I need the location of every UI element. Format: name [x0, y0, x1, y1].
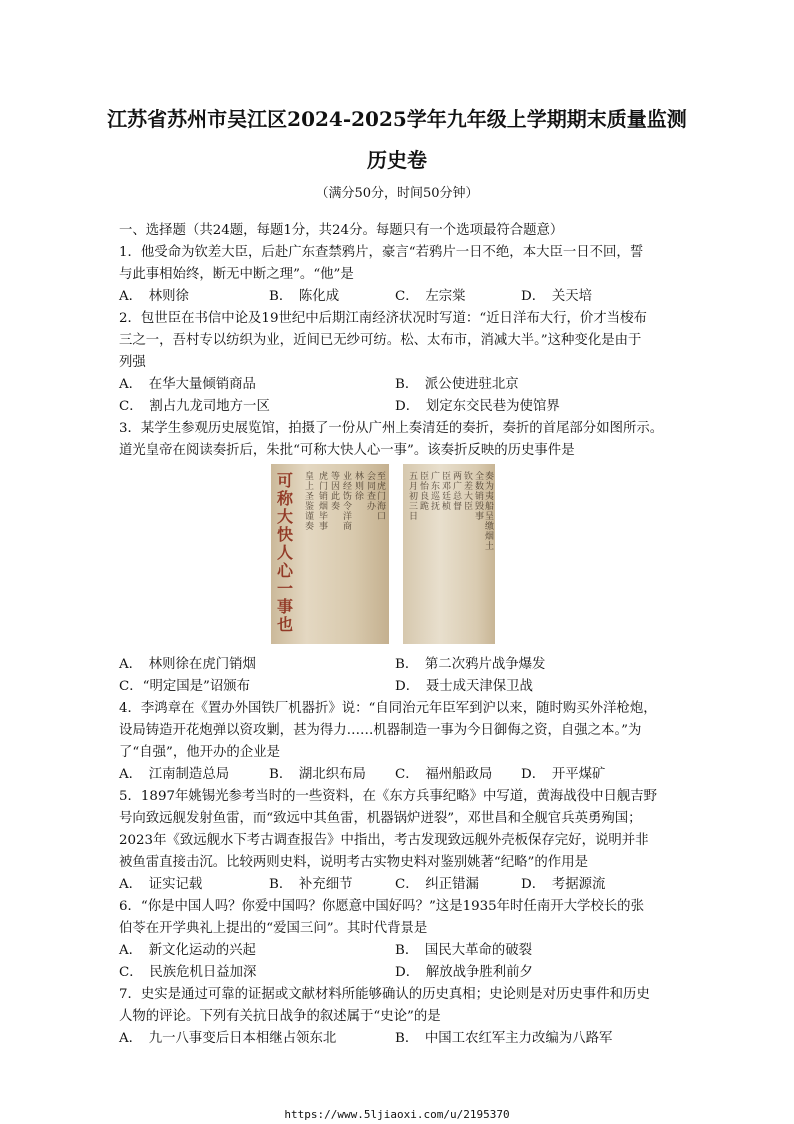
q5-option-c[interactable]: C． 纠正错漏	[395, 877, 479, 892]
memorial-end-page: 可称大快人心一事也 皇上圣鉴谨奏 虎门销烟毕事 等因此奏 业经饬令洋商 林则徐 会同查办 至虎门海口	[271, 464, 389, 644]
exam-title: 江苏省苏州市吴江区2024-2025学年九年级上学期期末质量监测	[107, 107, 687, 131]
q1-options	[119, 286, 679, 308]
q7-option-b[interactable]: B． 中国工农红军主力改编为八路军	[395, 1031, 613, 1046]
q3-option-c[interactable]: C．“明定国是”诏颁布	[119, 679, 251, 694]
q3-option-a[interactable]: A． 林则徐在虎门销烟	[119, 657, 256, 672]
memorial-first-page: 五月初三日 臣怡良跪 广东巡抚 臣邓廷桢 两广总督 钦差大臣 全数销毁事 奏为夷船呈缴烟土	[403, 464, 495, 644]
q2-options-row2	[119, 396, 679, 418]
footer-url[interactable]: https://www.5ljiaoxi.com/u/2195370	[284, 1108, 510, 1121]
q6-options-row1	[119, 940, 679, 962]
q5-stem-line: 被鱼雷直接击沉。比较两则史料，说明考古实物史料对鉴别姚著“纪略”的作用是	[119, 855, 588, 870]
q3-options-row2	[119, 676, 679, 698]
q3-option-b[interactable]: B． 第二次鸦片战争爆发	[395, 657, 546, 672]
q5-option-d[interactable]: D． 考据源流	[521, 877, 606, 892]
q1-option-b[interactable]: B． 陈化成	[269, 289, 340, 304]
q1-stem-line: 1．他受命为钦差大臣，后赴广东查禁鸦片，豪言“若鸦片一日不绝，本大臣一日不回，誓	[119, 245, 644, 260]
q6-option-d[interactable]: D． 解放战争胜利前夕	[395, 965, 533, 980]
q5-options	[119, 874, 679, 896]
q5-stem-line: 号向致远舰发射鱼雷，而“致远中其鱼雷，机器锅炉迸裂”，邓世昌和全舰官兵英勇殉国；	[119, 811, 642, 826]
q6-options-row2	[119, 962, 679, 984]
q4-stem-line: 了“自强”，他开办的企业是	[119, 745, 280, 760]
q4-option-b[interactable]: B． 湖北织布局	[269, 767, 366, 782]
exam-note: （满分50分，时间50分钟）	[315, 186, 479, 201]
q2-stem-line: 列强	[119, 355, 146, 370]
q4-stem-line: 设局铸造开花炮弹以资攻剿，甚为得力……机器制造一事为今日御侮之资，自强之本。”为	[119, 723, 642, 738]
q5-stem-line: 5．1897年姚锡光参考当时的一些资料，在《东方兵事纪略》中写道，黄海战役中日舰吉野	[119, 789, 658, 804]
section-heading: 一、选择题（共24题，每题1分，共24分。每题只有一个选项最符合题意）	[119, 223, 564, 238]
q2-option-d[interactable]: D． 划定东交民巷为使馆界	[395, 399, 560, 414]
q4-stem-line: 4．李鸿章在《置办外国铁厂机器折》说：“自同治元年臣军到沪以来，随时购买外洋枪炮，	[119, 701, 657, 716]
q2-stem-line: 2．包世臣在书信中论及19世纪中后期江南经济状况时写道：“近日洋布大行，价才当梭布	[119, 311, 647, 326]
q6-stem-line: 6．“你是中国人吗？你爱中国吗？你愿意中国好吗？”这是1935年时任南开大学校长的张	[119, 899, 644, 914]
q7-option-a[interactable]: A． 九一八事变后日本相继占领东北	[119, 1031, 337, 1046]
q4-option-c[interactable]: C． 福州船政局	[395, 767, 493, 782]
question-content	[119, 220, 679, 1050]
q2-option-c[interactable]: C． 割占九龙司地方一区	[119, 399, 270, 414]
memorial-photo	[119, 464, 679, 648]
q2-option-a[interactable]: A． 在华大量倾销商品	[119, 377, 256, 392]
q6-stem-line: 伯苓在开学典礼上提出的“爱国三问”。其时代背景是	[119, 921, 428, 936]
q3-stem-line: 道光皇帝在阅读奏折后，朱批“可称大快人心一事”。该奏折反映的历史事件是	[119, 443, 575, 458]
q2-stem-line: 三之一，吾村专以纺织为业，近间已无纱可纺。松、太布市，消减大半。”这种变化是由于	[119, 333, 642, 348]
q7-options-row1	[119, 1028, 679, 1050]
q5-stem-line: 2023年《致远舰水下考古调查报告》中指出，考古发现致远舰外壳板保存完好，说明并非	[119, 833, 649, 848]
q6-option-b[interactable]: B． 国民大革命的破裂	[395, 943, 533, 958]
q1-option-a[interactable]: A． 林则徐	[119, 289, 189, 304]
q2-options-row1	[119, 374, 679, 396]
q1-option-c[interactable]: C． 左宗棠	[395, 289, 466, 304]
exam-subtitle: 历史卷	[367, 148, 427, 172]
vermilion-rescript: 可称大快人心一事也	[277, 471, 294, 634]
q1-stem-line: 与此事相始终，断无中断之理”。“他”是	[119, 267, 354, 282]
q4-option-d[interactable]: D． 开平煤矿	[521, 767, 606, 782]
q3-options-row1	[119, 654, 679, 676]
q4-option-a[interactable]: A． 江南制造总局	[119, 767, 230, 782]
q1-option-d[interactable]: D． 关天培	[521, 289, 592, 304]
q4-options	[119, 764, 679, 786]
q5-option-b[interactable]: B． 补充细节	[269, 877, 353, 892]
q3-stem-line: 3．某学生参观历史展览馆，拍摄了一份从广州上奏清廷的奏折，奏折的首尾部分如图所示。	[119, 421, 664, 436]
q7-stem-line: 人物的评论。下列有关抗日战争的叙述属于“史论”的是	[119, 1009, 441, 1024]
q6-option-a[interactable]: A． 新文化运动的兴起	[119, 943, 256, 958]
q3-option-d[interactable]: D． 聂士成天津保卫战	[395, 679, 533, 694]
q7-stem-line: 7．史实是通过可靠的证据或文献材料所能够确认的历史真相；史论则是对历史事件和历史	[119, 987, 650, 1002]
q5-option-a[interactable]: A． 证实记载	[119, 877, 203, 892]
q2-option-b[interactable]: B． 派公使进驻北京	[395, 377, 519, 392]
q6-option-c[interactable]: C． 民族危机日益加深	[119, 965, 257, 980]
